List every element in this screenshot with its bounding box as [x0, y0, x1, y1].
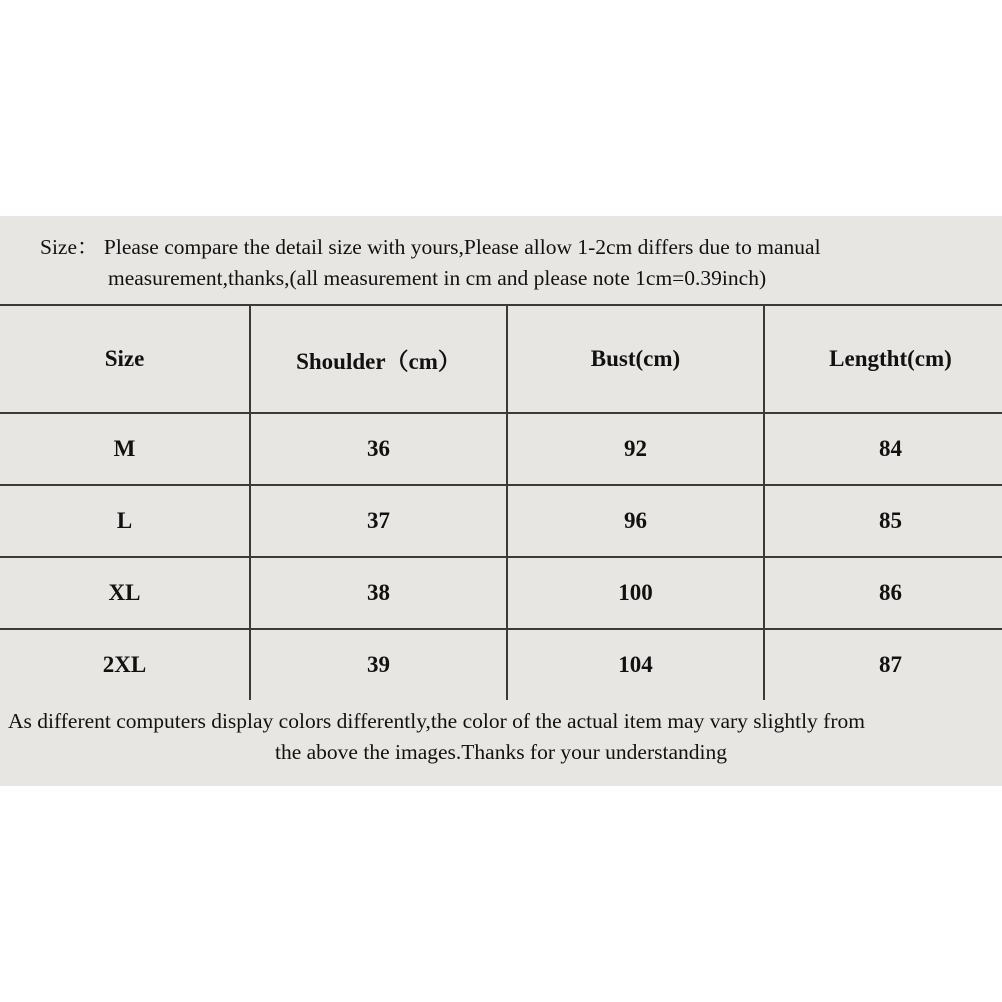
- table-row: [0, 485, 1002, 557]
- column-header-size: Size: [0, 305, 250, 413]
- table-row: [0, 557, 1002, 629]
- size-chart-panel: [0, 216, 1002, 786]
- cell-length: 85: [764, 485, 1002, 557]
- cell-size: L: [0, 485, 250, 557]
- size-table: [0, 304, 1002, 700]
- cell-shoulder: 38: [250, 557, 507, 629]
- column-header-shoulder: Shoulder（cm）: [250, 305, 507, 413]
- top-note: [0, 216, 1002, 297]
- cell-bust: 92: [507, 413, 764, 485]
- cell-length: 86: [764, 557, 1002, 629]
- cell-bust: 96: [507, 485, 764, 557]
- cell-bust: 100: [507, 557, 764, 629]
- cell-length: 84: [764, 413, 1002, 485]
- table-row: [0, 413, 1002, 485]
- table-header-row: [0, 305, 1002, 413]
- cell-size: 2XL: [0, 629, 250, 700]
- cell-size: M: [0, 413, 250, 485]
- cell-shoulder: 39: [250, 629, 507, 700]
- bottom-note-line-1: As different computers display colors differently,the color of the actual item may vary slightly from: [8, 709, 865, 734]
- table-row: [0, 629, 1002, 700]
- cell-bust: 104: [507, 629, 764, 700]
- cell-shoulder: 37: [250, 485, 507, 557]
- column-header-length: Lengtht(cm): [764, 305, 1002, 413]
- cell-shoulder: 36: [250, 413, 507, 485]
- top-note-line-2: measurement,thanks,(all measurement in cm and please note 1cm=0.39inch): [108, 265, 767, 290]
- bottom-note: [0, 700, 1002, 768]
- cell-size: XL: [0, 557, 250, 629]
- column-header-bust: Bust(cm): [507, 305, 764, 413]
- bottom-note-line-2: the above the images.Thanks for your understanding: [275, 740, 727, 765]
- size-label: Size：: [40, 235, 99, 259]
- top-note-line-1: Please compare the detail size with yours,Please allow 1-2cm differs due to manual: [103, 235, 821, 259]
- cell-length: 87: [764, 629, 1002, 700]
